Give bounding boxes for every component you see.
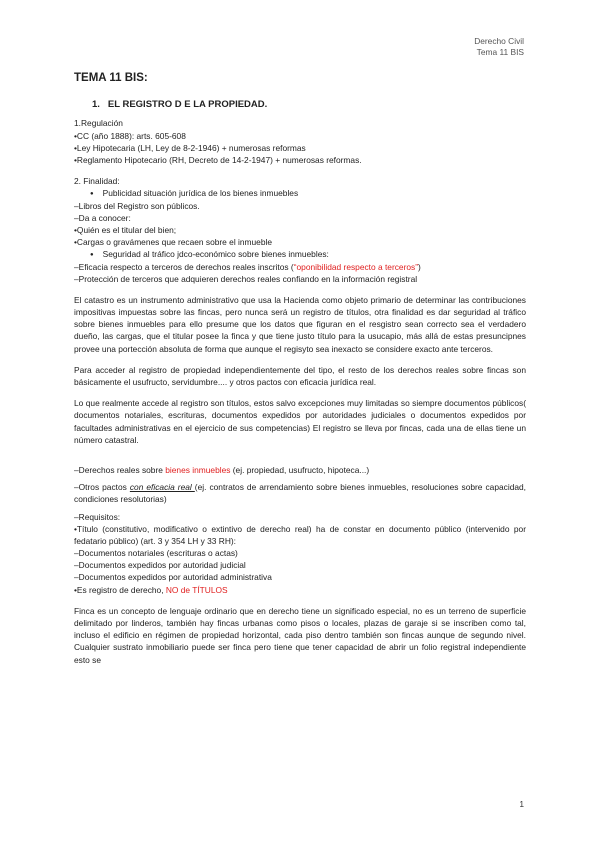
finalidad-subitem: •Cargas o gravámenes que recaen sobre el inmueble xyxy=(74,237,272,248)
eficacia-line: –Eficacia respecto a terceros de derechos reales inscritos (“oponibilidad respecto a terceros”) xyxy=(74,261,421,272)
regulacion-item: •CC (año 1888): arts. 605-608 xyxy=(74,130,186,141)
registro-derecho-line: •Es registro de derecho, NO de TÍTULOS xyxy=(74,584,228,595)
header-topic: Tema 11 BIS xyxy=(476,47,524,58)
no-titulos-highlight: NO de TÍTULOS xyxy=(165,584,228,595)
finalidad-subitem: •Quién es el titular del bien; xyxy=(74,224,177,235)
section-label: EL REGISTRO D E LA PROPIEDAD. xyxy=(107,98,268,110)
regulacion-item: •Ley Hipotecaria (LH, Ley de 8-2-1946) + numerosas reformas xyxy=(74,142,306,153)
documento-item: –Documentos notariales (escrituras o actas) xyxy=(74,548,238,559)
finalidad-bullet: ● Seguridad al tráfico jdco-económico sobre bienes inmuebles: xyxy=(90,248,526,260)
finalidad-subitem: –Libros del Registro son públicos. xyxy=(74,200,200,211)
derechos-line: –Derechos reales sobre bienes inmuebles (ej. propiedad, usufructo, hipoteca...) xyxy=(74,464,370,475)
running-header xyxy=(474,36,524,59)
catastro-paragraph: El catastro es un instrumento administrativo que usa la Hacienda como objeto primario de determinar las contribuciones impositivas impuestas sobre las fincas, pero nunca será un registro de títulos, otra finalidad es dar seguridad al tráfico sobre bienes inmuebles para ello presume que los datos que figuran en el resgistro sean correcto sea el verdadero dueño, las cargas, que el titular posee la finca y que tiene justo título para la usucapio, más allá de estas presuncipnes provee una portección absoluta de forma que aunque el regisyto sea inexacto se considere exacto ante terceros. xyxy=(74,294,526,354)
titulos-paragraph: Lo que realmente accede al registro son títulos, estos salvo excepciones muy limitadas so siempre documentos públicos( documentos notariales, escrituras, documentos expedidos por autoridades judiciales o documentos expedidos por facultades administrativas en el ejercicio de sus competencias) El registro se lleva por fincas, cada una de ellas tiene un número catastral. xyxy=(74,398,526,445)
bienes-highlight: bienes inmuebles xyxy=(165,464,231,475)
section-number: 1. xyxy=(92,98,100,110)
finalidad-heading: 2. Finalidad: xyxy=(74,176,120,187)
acceder-paragraph: Para acceder al registro de propiedad independientemente del tipo, el resto de los derechos reales sobre fincas son básicamente el usufructo, servidumbre.... y otros pactos con eficacia jurídica real. xyxy=(74,364,526,387)
finalidad-bullet: ● Publicidad situación jurídica de los bienes inmuebles xyxy=(90,187,526,199)
finca-paragraph: Finca es un concepto de lenguaje ordinario que en derecho tiene un significado especial, no es un terreno de superficie delimitado por linderos, también hay fincas urbanas como pisos o locales, plazas de garaje si se inscriben como tal, incluso el edificio en régimen de propiedad horizontal, cada piso dentro también son fincas aunque de segundo nivel. Cualquier sustrato inmobiliario puede ser finca pero tiene que tener capacidad de abrir un folio registral independiente esto se xyxy=(74,605,526,665)
page-title: TEMA 11 BIS: xyxy=(74,72,148,84)
document-body xyxy=(74,70,526,666)
requisitos-titulo: •Título (constitutivo, modificativo o extintivo de derecho real) ha de constar en documento público (intervenido por fedatario público) (art. 3 y 354 LH y 33 RH): xyxy=(74,523,526,546)
documento-item: –Documentos expedidos por autoridad judicial xyxy=(74,560,246,571)
proteccion-line: –Protección de terceros que adquieren derechos reales confiando en la información registral xyxy=(74,273,418,284)
regulacion-heading: 1.Regulación xyxy=(74,118,123,129)
documento-item: –Documentos expedidos por autoridad administrativa xyxy=(74,572,272,583)
regulacion-item: •Reglamento Hipotecario (RH, Decreto de 14-2-1947) + numerosas reformas. xyxy=(74,155,362,165)
oponibilidad-highlight: “oponibilidad respecto a terceros” xyxy=(293,261,419,272)
requisitos-heading: –Requisitos: xyxy=(74,511,121,522)
eficacia-real-emphasis: con eficacia real xyxy=(129,482,195,493)
section-title xyxy=(92,98,526,112)
header-subject: Derecho Civil xyxy=(474,36,524,46)
otros-pactos-line: –Otros pactos con eficacia real (ej. contratos de arrendamiento sobre bienes inmuebles, resoluciones sobre capacidad, condiciones resolutorias) xyxy=(74,482,526,505)
page-number: 1 xyxy=(519,798,524,809)
finalidad-subitem: –Da a conocer: xyxy=(74,212,131,223)
